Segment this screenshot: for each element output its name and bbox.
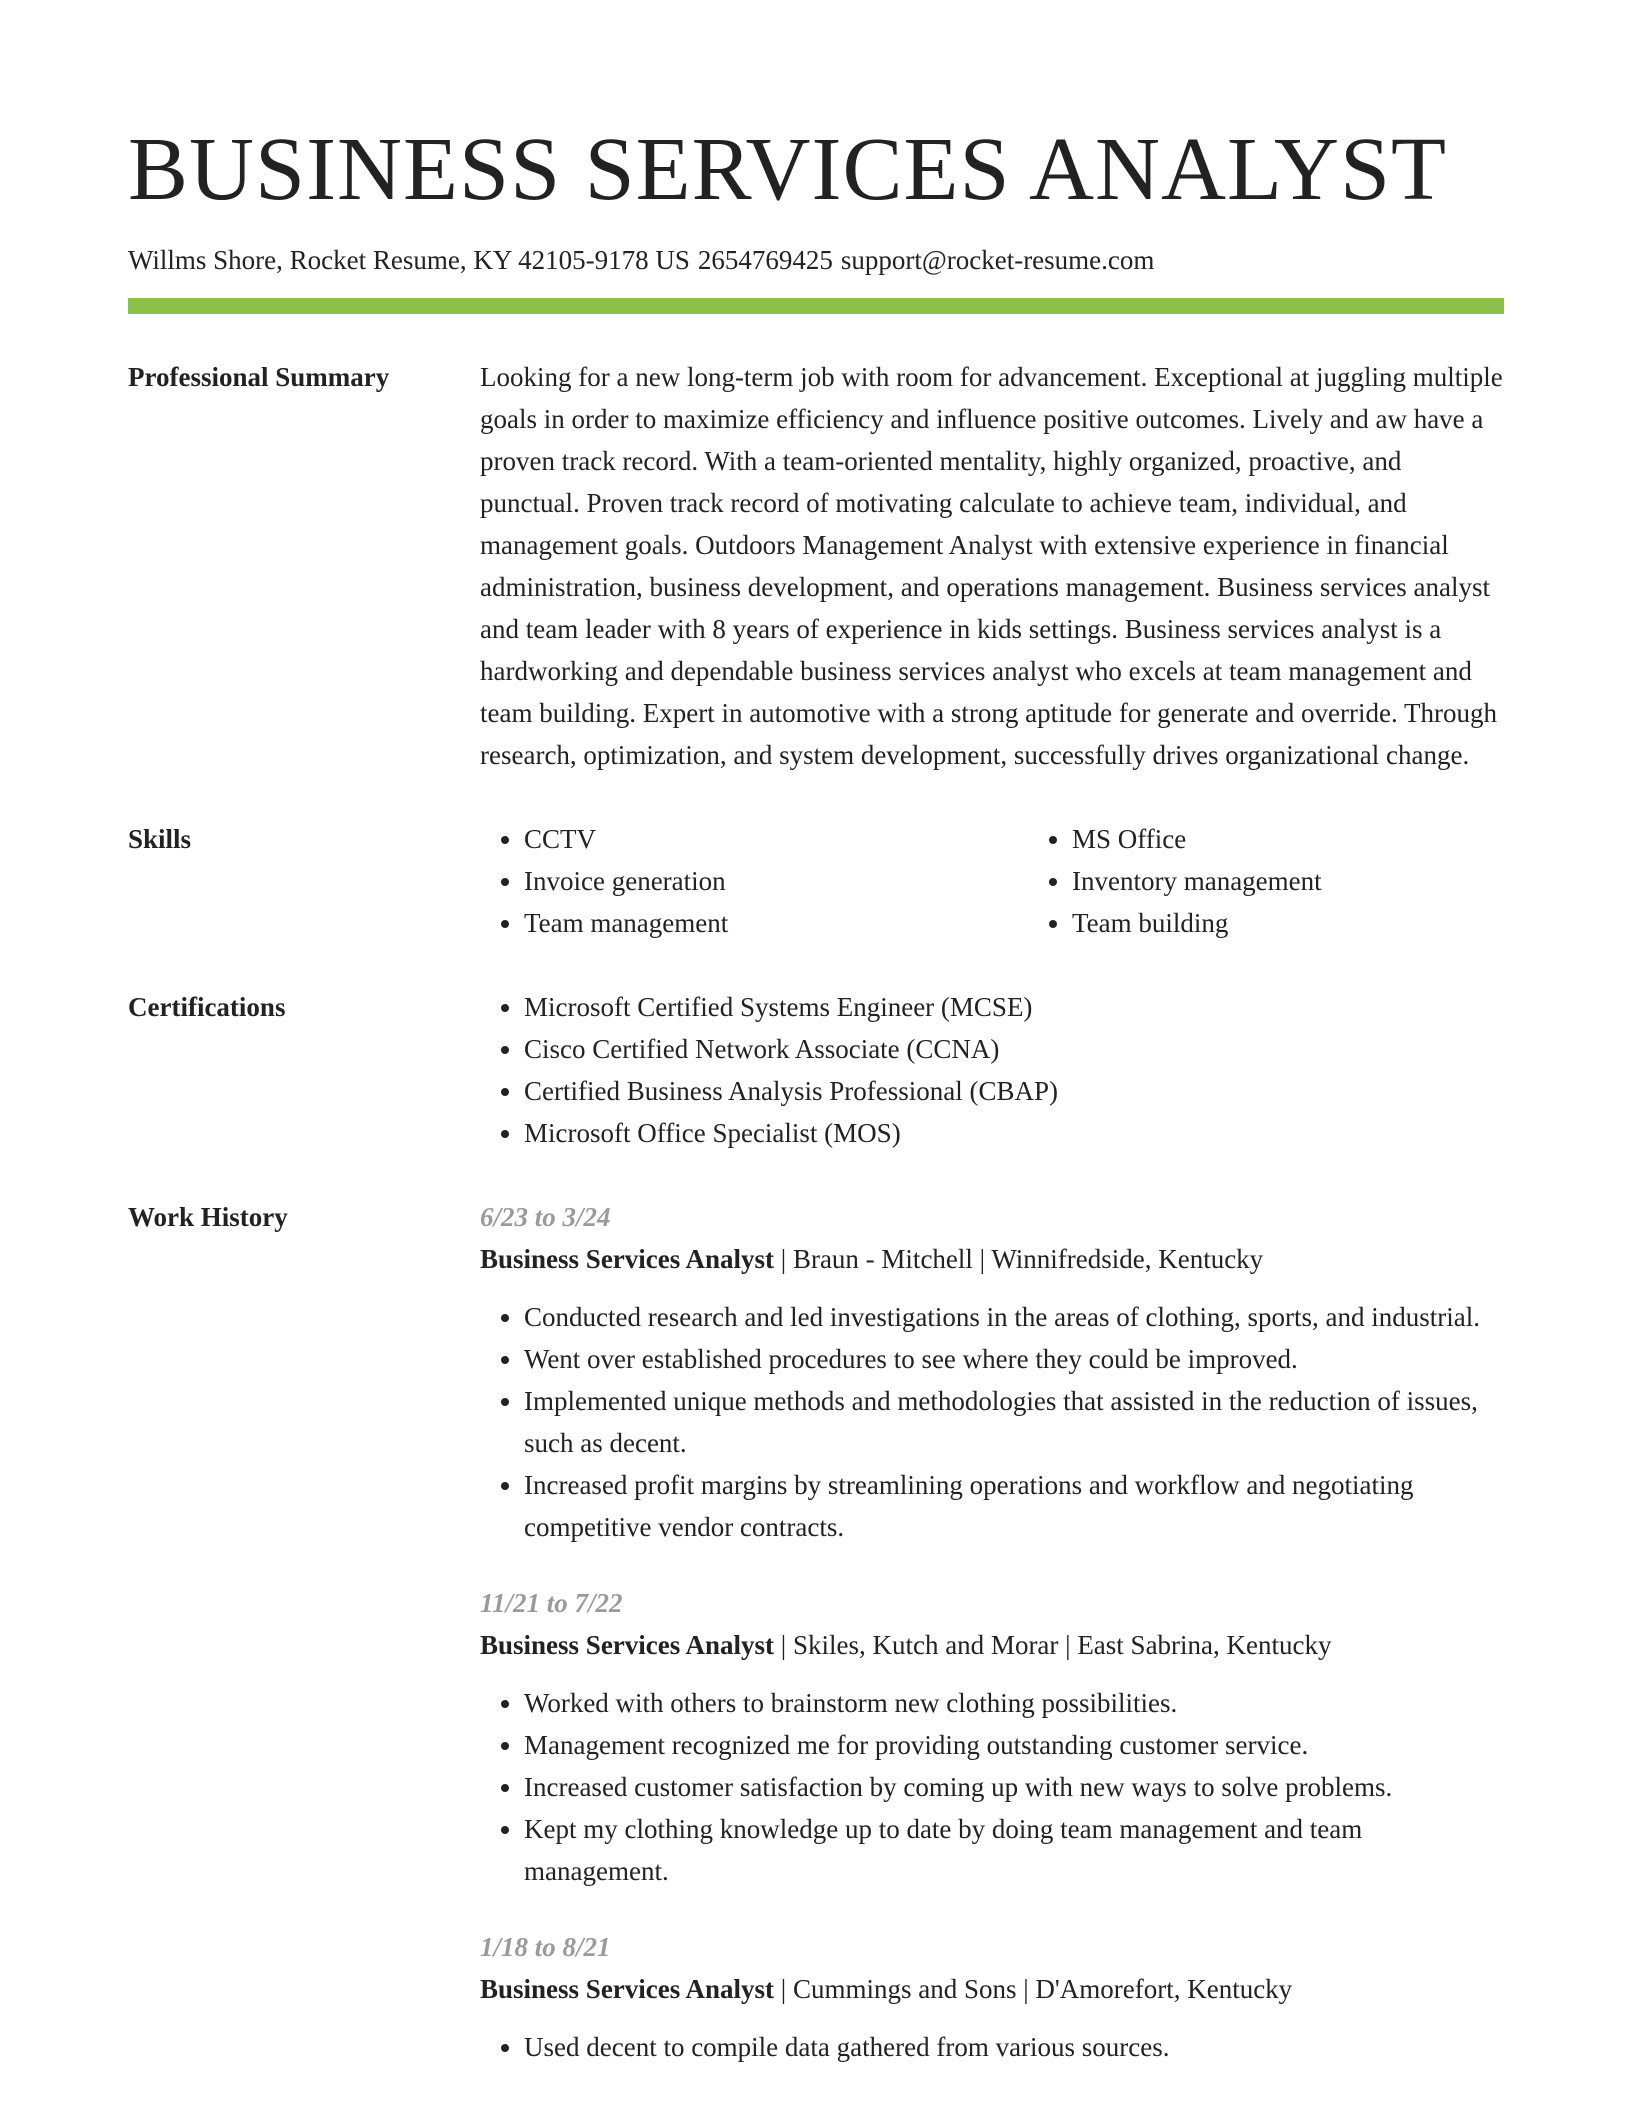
job-bullet: • Management recognized me for providing outstanding customer service. [524, 1724, 1504, 1766]
job-company: Braun - Mitchell [792, 1244, 973, 1274]
job-company: Skiles, Kutch and Morar [792, 1630, 1059, 1660]
work-history-heading: Work History [128, 1202, 288, 1232]
summary-text: Looking for a new long-term job with room for advancement. Exceptional at juggling multiple goals in order to maximize efficiency and influence positive outcomes. Lively and aw have a proven track record. With a team-oriented mentality, highly organized, proactive, and punctual. Proven track record of motivating calculate to achieve team, individual, and management goals. Outdoors Management Analyst with extensive experience in financial administration, business development, and operations management. Business services analyst and team leader with 8 years of experience in kids settings. Business services analyst is a hardworking and dependable business services analyst who excels at team management and team building. Expert in automotive with a strong aptitude for generate and override. Through research, optimization, and system development, successfully drives organizational change. [480, 362, 1503, 770]
job-entry [480, 1196, 1504, 1548]
skill-item: • Team management [524, 902, 1028, 944]
job-entry [480, 1582, 1504, 1892]
job-location: East Sabrina, Kentucky [1077, 1630, 1332, 1660]
job-title: Business Services Analyst [480, 1244, 775, 1274]
certification-item: • Microsoft Office Specialist (MOS) [524, 1112, 1504, 1154]
summary-heading: Professional Summary [128, 362, 390, 392]
job-bullet: • Went over established procedures to see where they could be improved. [524, 1338, 1504, 1380]
skills-list-left [480, 818, 1028, 944]
skills-list-right [1028, 818, 1576, 944]
job-dates: 6/23 to 3/24 [480, 1202, 611, 1232]
certification-item: • Microsoft Certified Systems Engineer (MCSE) [524, 986, 1504, 1028]
job-title: Business Services Analyst [480, 1630, 775, 1660]
job-bullet: • Increased profit margins by streamlining operations and workflow and negotiating competitive vendor contracts. [524, 1464, 1504, 1548]
job-heading [480, 1624, 1504, 1666]
job-bullet: • Increased customer satisfaction by coming up with new ways to solve problems. [524, 1766, 1504, 1808]
job-title: Business Services Analyst [480, 1974, 775, 2004]
job-location: D'Amorefort, Kentucky [1035, 1974, 1293, 2004]
resume-name: BUSINESS SERVICES ANALYST [128, 120, 1448, 219]
job-separator: | [1058, 1630, 1078, 1660]
certifications-section [128, 986, 1504, 1154]
skill-item: • MS Office [1072, 818, 1576, 860]
job-bullet: • Worked with others to brainstorm new clothing possibilities. [524, 1682, 1504, 1724]
certifications-list [480, 986, 1504, 1154]
work-history-section [128, 1196, 1504, 2102]
job-dates: 11/21 to 7/22 [480, 1588, 623, 1618]
job-bullet: • Conducted research and led investigations in the areas of clothing, sports, and industrial. [524, 1296, 1504, 1338]
job-entry [480, 1926, 1504, 2068]
job-bullet: • Used decent to compile data gathered from various sources. [524, 2026, 1504, 2068]
job-company: Cummings and Sons [792, 1974, 1017, 2004]
job-separator: | [774, 1630, 793, 1660]
skill-item: • Inventory management [1072, 860, 1576, 902]
job-bullets [480, 2026, 1504, 2068]
accent-divider [128, 298, 1504, 314]
summary-section [128, 356, 1504, 776]
job-heading [480, 1968, 1504, 2010]
certifications-heading: Certifications [128, 992, 286, 1022]
certification-item: • Certified Business Analysis Professional (CBAP) [524, 1070, 1504, 1112]
certification-item: • Cisco Certified Network Associate (CCNA) [524, 1028, 1504, 1070]
contact-phone: 2654769425 [697, 245, 833, 275]
contact-address: Willms Shore, Rocket Resume, KY 42105-9178 US [128, 245, 690, 275]
job-location: Winnifredside, Kentucky [991, 1244, 1264, 1274]
skills-section [128, 818, 1504, 944]
job-bullet: • Kept my clothing knowledge up to date by doing team management and team management. [524, 1808, 1504, 1892]
job-separator: | [774, 1244, 793, 1274]
contact-email: support@rocket-resume.com [840, 245, 1155, 275]
job-bullets [480, 1682, 1504, 1892]
job-separator: | [1016, 1974, 1036, 2004]
skill-item: • Team building [1072, 902, 1576, 944]
contact-line [128, 244, 1504, 276]
job-dates: 1/18 to 8/21 [480, 1932, 611, 1962]
job-separator: | [972, 1244, 992, 1274]
skill-item: • CCTV [524, 818, 1028, 860]
job-bullet: • Implemented unique methods and methodologies that assisted in the reduction of issues, such as decent. [524, 1380, 1504, 1464]
job-heading [480, 1238, 1504, 1280]
skills-heading: Skills [128, 824, 192, 854]
skill-item: • Invoice generation [524, 860, 1028, 902]
job-separator: | [774, 1974, 793, 2004]
job-bullets [480, 1296, 1504, 1548]
